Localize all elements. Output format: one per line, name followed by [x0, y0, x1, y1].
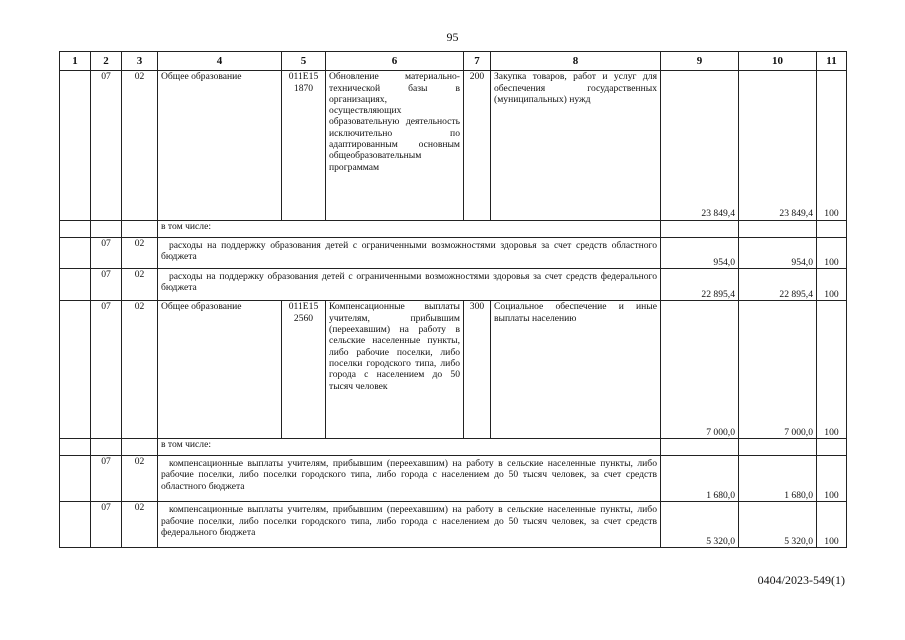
- section-name: Общее образование: [158, 71, 282, 221]
- subitem-label: в том числе:: [158, 438, 661, 455]
- col-header: 11: [817, 52, 847, 71]
- expense-description: Компенсационные выплаты учителям, прибывшим (переехавшим) на работу в сельские населенные пункты, либо рабочие поселки, либо поселки городского типа, либо города с населением до 50 тысяч человек: [326, 301, 464, 438]
- col-header: 1: [60, 52, 91, 71]
- table-row: [60, 237, 847, 268]
- execution-percent: 100: [817, 301, 847, 438]
- table-row: [60, 456, 847, 502]
- subsection-code: 02: [122, 456, 158, 502]
- actual-amount: 5 320,0: [739, 502, 817, 548]
- actual-amount: 7 000,0: [739, 301, 817, 438]
- table-row: [60, 502, 847, 548]
- col-header: 9: [661, 52, 739, 71]
- page-number: 95: [446, 30, 459, 44]
- expense-type-code: 300: [464, 301, 491, 438]
- execution-percent: 100: [817, 502, 847, 548]
- actual-amount: 23 849,4: [739, 71, 817, 221]
- plan-amount: 5 320,0: [661, 502, 739, 548]
- plan-amount: 1 680,0: [661, 456, 739, 502]
- execution-percent: 100: [817, 269, 847, 301]
- table-row: [60, 301, 847, 438]
- col-header: 5: [282, 52, 326, 71]
- expense-type-code: 200: [464, 71, 491, 221]
- subitem-description: компенсационные выплаты учителям, прибывшим (переехавшим) на работу в сельские населенные пункты, либо рабочие поселки, либо поселки городского типа, либо города с населением до 50 тысяч человек, за счет средств областного бюджета: [158, 456, 661, 502]
- section-code: 07: [91, 237, 122, 268]
- target-article: 011Е15 2560: [282, 301, 326, 438]
- subitem-description: расходы на поддержку образования детей с ограниченными возможностями здоровья за счет средств областного бюджета: [158, 237, 661, 268]
- section-code: 07: [91, 502, 122, 548]
- subsection-code: 02: [122, 269, 158, 301]
- section-code: 07: [91, 456, 122, 502]
- table-row: [60, 269, 847, 301]
- section-code: 07: [91, 71, 122, 221]
- col-header: 6: [326, 52, 464, 71]
- expense-type-name: Социальное обеспечение и иные выплаты населению: [491, 301, 661, 438]
- plan-amount: 22 895,4: [661, 269, 739, 301]
- section-name: Общее образование: [158, 301, 282, 438]
- subsection-code: 02: [122, 71, 158, 221]
- table-row: [60, 220, 847, 237]
- subitem-description: компенсационные выплаты учителям, прибывшим (переехавшим) на работу в сельские населенные пункты, либо рабочие поселки, либо поселки городского типа, либо города с населением до 50 тысяч человек, за счет средств федерального бюджета: [158, 502, 661, 548]
- col-header: 8: [491, 52, 661, 71]
- target-article: 011Е15 1870: [282, 71, 326, 221]
- subitem-label: в том числе:: [158, 220, 661, 237]
- table-row: [60, 438, 847, 455]
- section-code: 07: [91, 301, 122, 438]
- expense-type-name: Закупка товаров, работ и услуг для обеспечения государственных (муниципальных) нужд: [491, 71, 661, 221]
- actual-amount: 1 680,0: [739, 456, 817, 502]
- expense-description: Обновление материально-технической базы в организациях, осуществляющих образовательную деятельность исключительно по адаптированным основным общеобразовательным программам: [326, 71, 464, 221]
- section-code: 07: [91, 269, 122, 301]
- plan-amount: 23 849,4: [661, 71, 739, 221]
- subsection-code: 02: [122, 502, 158, 548]
- header-row: [60, 52, 847, 71]
- subitem-description: расходы на поддержку образования детей с ограниченными возможностями здоровья за счет средств федерального бюджета: [158, 269, 661, 301]
- subsection-code: 02: [122, 301, 158, 438]
- execution-percent: 100: [817, 71, 847, 221]
- actual-amount: 22 895,4: [739, 269, 817, 301]
- budget-table: [59, 51, 847, 548]
- col-header: 4: [158, 52, 282, 71]
- execution-percent: 100: [817, 456, 847, 502]
- table-row: [60, 71, 847, 221]
- document-code: 0404/2023-549(1): [757, 573, 845, 587]
- execution-percent: 100: [817, 237, 847, 268]
- col-header: 7: [464, 52, 491, 71]
- col-header: 3: [122, 52, 158, 71]
- subsection-code: 02: [122, 237, 158, 268]
- col-header: 2: [91, 52, 122, 71]
- actual-amount: 954,0: [739, 237, 817, 268]
- col-header: 10: [739, 52, 817, 71]
- plan-amount: 954,0: [661, 237, 739, 268]
- plan-amount: 7 000,0: [661, 301, 739, 438]
